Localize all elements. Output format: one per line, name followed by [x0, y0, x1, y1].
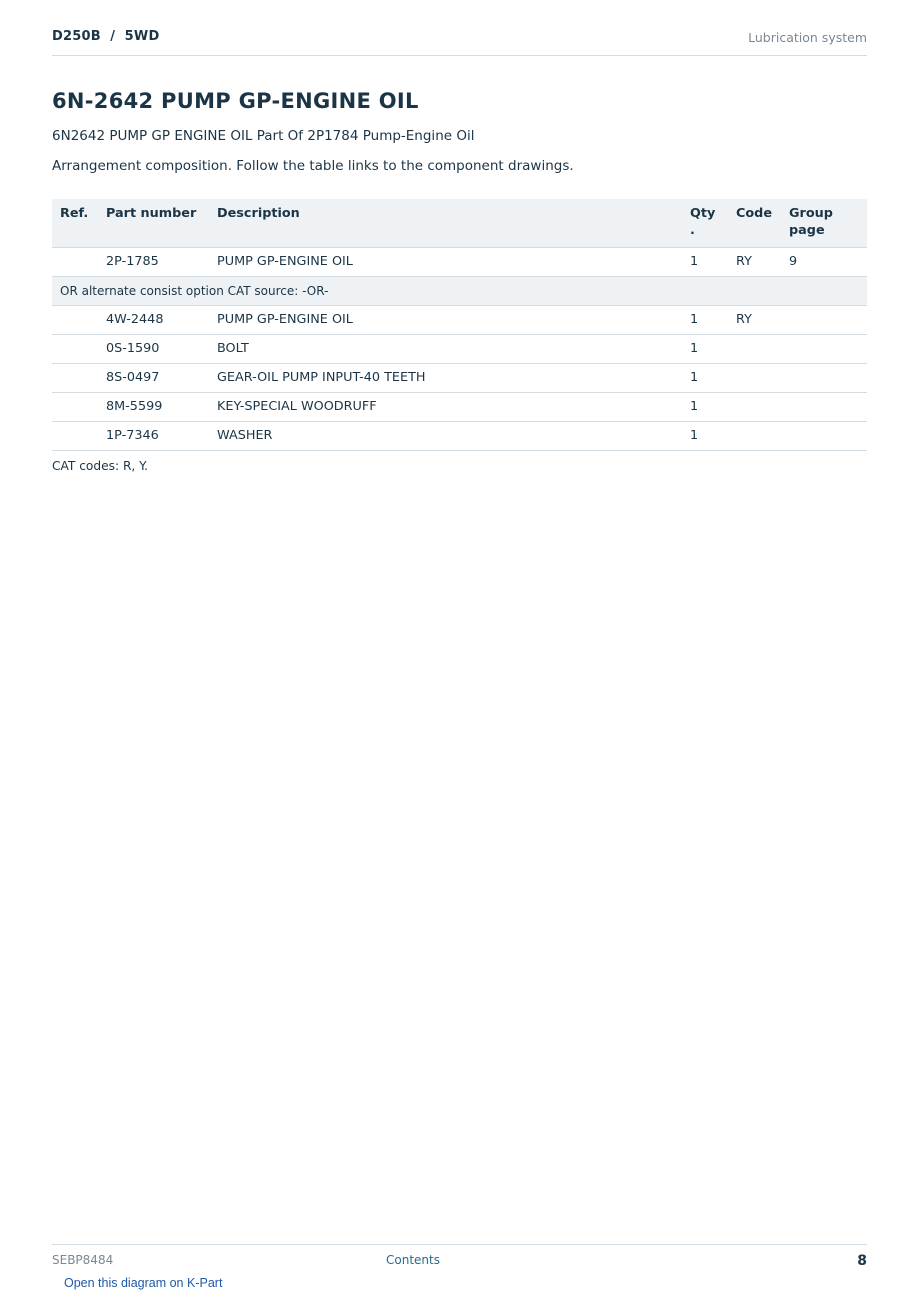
page-header	[52, 29, 867, 56]
cell-description: WASHER	[209, 421, 682, 450]
col-header-ref: Ref.	[52, 199, 98, 247]
cell-description: GEAR-OIL PUMP INPUT-40 TEETH	[209, 363, 682, 392]
section-name: Lubrication system	[748, 30, 867, 45]
page-title: 6N-2642 PUMP GP-ENGINE OIL	[52, 89, 419, 113]
cell-qty: 1	[682, 421, 728, 450]
cell-group-page	[781, 363, 867, 392]
cell-qty: 1	[682, 363, 728, 392]
cell-qty: 1	[682, 392, 728, 421]
col-header-description: Description	[209, 199, 682, 247]
cell-group-page	[781, 305, 867, 334]
cell-description: KEY-SPECIAL WOODRUFF	[209, 392, 682, 421]
table-row	[52, 334, 867, 363]
cell-ref	[52, 392, 98, 421]
cell-code	[728, 363, 781, 392]
table-header-row	[52, 199, 867, 247]
page-subtitle: 6N2642 PUMP GP ENGINE OIL Part Of 2P1784 Pump-Engine Oil	[52, 128, 475, 144]
cell-group-page	[781, 392, 867, 421]
cell-part-number-link[interactable]: 2P-1785	[98, 247, 209, 276]
cell-group-page	[781, 421, 867, 450]
cell-description: PUMP GP-ENGINE OIL	[209, 305, 682, 334]
cell-code	[728, 392, 781, 421]
col-header-qty-line2: .	[690, 223, 695, 238]
cell-ref	[52, 334, 98, 363]
cell-group-page-link[interactable]: 9	[781, 247, 867, 276]
intro-text: Arrangement composition. Follow the table links to the component drawings.	[52, 158, 574, 174]
alternate-option-row	[52, 276, 867, 305]
cell-qty: 1	[682, 247, 728, 276]
open-in-kpart-link[interactable]: Open this diagram on K-Part	[64, 1276, 223, 1290]
col-header-part-number: Part number	[98, 199, 209, 247]
page-number: 8	[857, 1253, 867, 1269]
col-header-qty-line1: Qty	[690, 206, 716, 221]
table-row	[52, 305, 867, 334]
cell-code	[728, 334, 781, 363]
cell-part-number: 8M-5599	[98, 392, 209, 421]
page-footer	[52, 1244, 867, 1274]
cell-qty: 1	[682, 334, 728, 363]
cell-code	[728, 421, 781, 450]
col-header-group-page	[781, 199, 867, 247]
cell-group-page	[781, 334, 867, 363]
model-label: D250B / 5WD	[52, 29, 160, 44]
table-row	[52, 247, 867, 276]
table-row	[52, 363, 867, 392]
cell-part-number: 0S-1590	[98, 334, 209, 363]
contents-link[interactable]: Contents	[386, 1253, 440, 1267]
table-row	[52, 421, 867, 450]
cell-qty: 1	[682, 305, 728, 334]
cell-part-number: 8S-0497	[98, 363, 209, 392]
cell-description: BOLT	[209, 334, 682, 363]
cell-ref	[52, 305, 98, 334]
cell-description: PUMP GP-ENGINE OIL	[209, 247, 682, 276]
document-id: SEBP8484	[52, 1253, 114, 1267]
alternate-option-text: OR alternate consist option CAT source: -OR-	[52, 276, 867, 305]
col-header-qty	[682, 199, 728, 247]
col-header-code: Code	[728, 199, 781, 247]
cell-part-number: 4W-2448	[98, 305, 209, 334]
col-header-group-line2: page	[789, 223, 825, 238]
cell-part-number: 1P-7346	[98, 421, 209, 450]
table-row	[52, 392, 867, 421]
cell-ref	[52, 247, 98, 276]
parts-table	[52, 199, 867, 451]
col-header-group-line1: Group	[789, 206, 833, 221]
cat-codes-note: CAT codes: R, Y.	[52, 459, 149, 473]
cell-code: RY	[728, 305, 781, 334]
cell-ref	[52, 421, 98, 450]
cell-code: RY	[728, 247, 781, 276]
cell-ref	[52, 363, 98, 392]
